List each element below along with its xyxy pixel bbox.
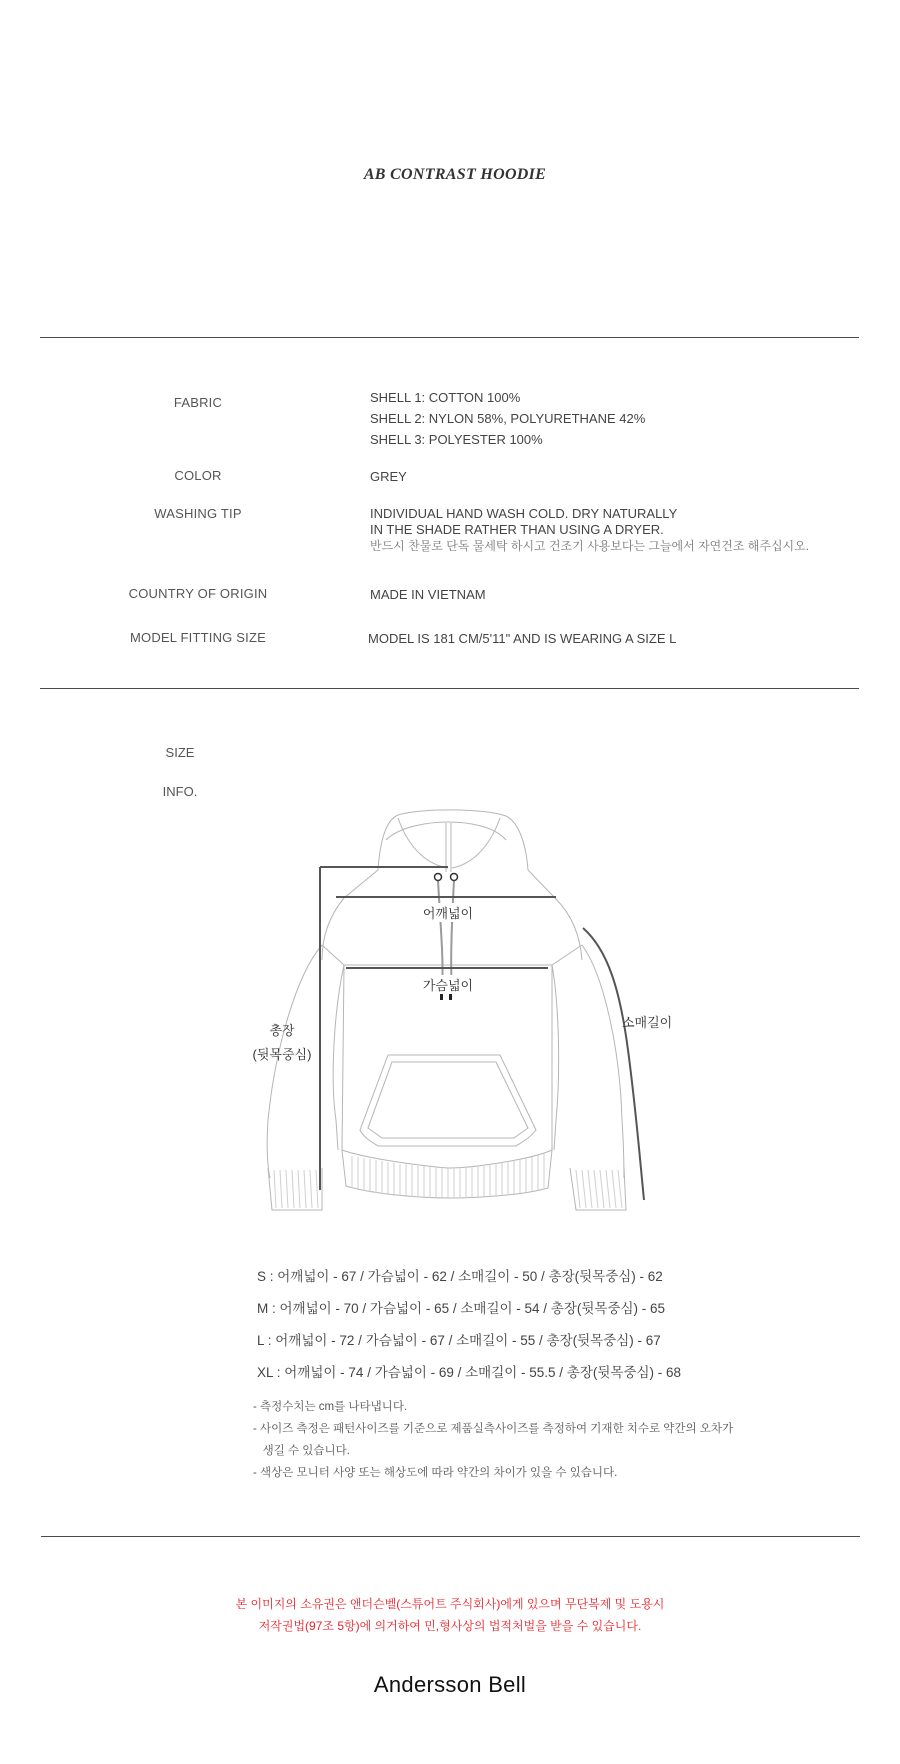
divider-bottom (41, 1536, 860, 1537)
size-note: - 사이즈 측정은 패턴사이즈를 기준으로 제품실측사이즈를 측정하여 기재한 치수로 약간의 오차가 (253, 1423, 734, 1435)
model-label: MODEL FITTING SIZE (129, 630, 266, 645)
size-notes (253, 1396, 733, 1484)
color-label: COLOR (174, 468, 222, 483)
fabric-line: SHELL 2: NYLON 58%, POLYURETHANE 42% (370, 411, 646, 426)
washing-note: 반드시 찬물로 단독 물세탁 하시고 건조기 사용보다는 그늘에서 자연건조 해주십시오. (370, 539, 810, 553)
size-note: - 색상은 모니터 사양 또는 해상도에 따라 약간의 차이가 있을 수 있습니다. (253, 1467, 618, 1479)
washing-line: IN THE SHADE RATHER THAN USING A DRYER. (370, 522, 664, 537)
sleeve-label: 소매길이 (622, 1015, 673, 1030)
length-label: 총장 (269, 1023, 295, 1038)
model-value: MODEL IS 181 CM/5'11" AND IS WEARING A SIZE L (368, 631, 677, 646)
fabric-line: SHELL 1: COTTON 100% (370, 390, 521, 405)
chest-label: 가슴넓이 (408, 975, 488, 994)
washing-label: WASHING TIP (154, 506, 242, 521)
size-label: SIZE (165, 745, 195, 760)
size-row-l: L : 어깨넓이 - 72 / 가슴넓이 - 67 / 소매길이 - 55 / 총장(뒷목중심) - 67 (257, 1333, 661, 1348)
color-value: GREY (370, 469, 407, 484)
size-row-s: S : 어깨넓이 - 67 / 가슴넓이 - 62 / 소매길이 - 50 / 총장(뒷목중심) - 62 (257, 1269, 663, 1284)
origin-label: COUNTRY OF ORIGIN (128, 586, 268, 601)
washing-line: INDIVIDUAL HAND WASH COLD. DRY NATURALLY (370, 506, 678, 521)
copyright-line: 본 이미지의 소유권은 앤더슨벨(스튜어트 주식회사)에게 있으며 무단복제 및 도용시 (235, 1597, 665, 1611)
length-sub-label: (뒷목중심) (252, 1047, 312, 1062)
shoulder-label: 어깨넓이 (408, 903, 488, 922)
product-title: AB CONTRAST HOODIE (363, 166, 547, 183)
fabric-line: SHELL 3: POLYESTER 100% (370, 432, 543, 447)
size-row-m: M : 어깨넓이 - 70 / 가슴넓이 - 65 / 소매길이 - 54 / 총장(뒷목중심) - 65 (257, 1301, 666, 1316)
size-note: - 측정수치는 cm를 나타냅니다. (253, 1401, 408, 1413)
brand-logo: Andersson Bell (373, 1672, 527, 1697)
size-row-xl: XL : 어깨넓이 - 74 / 가슴넓이 - 69 / 소매길이 - 55.5 / 총장(뒷목중심) - 68 (257, 1365, 682, 1380)
copyright-line: 저작권법(97조 5항)에 의거하여 민,형사상의 법적처벌을 받을 수 있습니다. (258, 1619, 642, 1633)
fabric-label: FABRIC (173, 395, 223, 410)
size-note: 생길 수 있습니다. (253, 1445, 350, 1457)
info-label: INFO. (162, 784, 198, 799)
copyright-notice (0, 1593, 900, 1637)
origin-value: MADE IN VIETNAM (370, 587, 486, 602)
